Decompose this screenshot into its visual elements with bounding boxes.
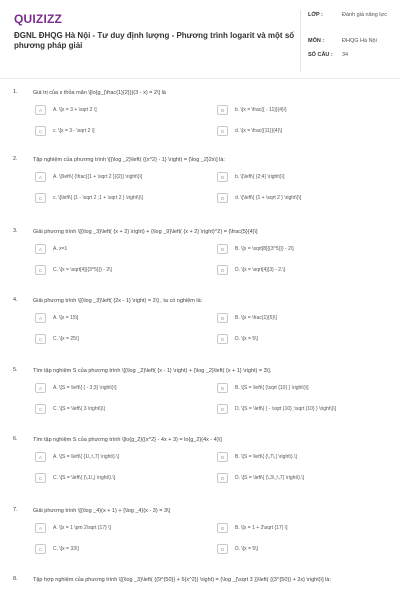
meta-key: SỐ CÂU : — [308, 52, 333, 58]
option-text: d. \[x = \frac{{11}}{4}\] — [235, 128, 283, 134]
option-a[interactable] — [35, 451, 119, 463]
option-text: C. \[x = \sqrt[4]{{3^5}}} - 2\] — [53, 267, 112, 273]
option-c[interactable] — [35, 125, 95, 137]
option-c[interactable] — [35, 192, 143, 204]
option-letter-box: B — [217, 452, 228, 462]
option-text: D. \[x = 5\] — [235, 546, 258, 552]
option-a[interactable] — [35, 382, 117, 394]
option-text: C. \[S = \left\{ {\,1\,} \right\}.\] — [53, 475, 116, 481]
option-letter-box: D — [217, 193, 228, 203]
option-letter-box: C — [35, 126, 46, 136]
meta-row-count — [308, 52, 394, 62]
option-letter-box: B — [217, 383, 228, 393]
option-a[interactable] — [35, 243, 67, 255]
question-text: Tìm tập nghiệm S của phương trình \[{\log _2}\left( {x - 1} \right) + {\log _2}\left( {x + 1} \right) = 3\]. — [33, 368, 272, 374]
meta-value: ĐHQG Hà Nội — [342, 38, 377, 44]
option-b[interactable] — [217, 522, 288, 534]
option-text: A. \[S = \left\{ { - 3;3} \right\}\] — [53, 385, 117, 391]
option-d[interactable] — [217, 192, 301, 204]
worksheet-meta — [308, 12, 394, 62]
option-letter-box: D — [217, 544, 228, 554]
option-letter-box: C — [35, 193, 46, 203]
option-letter-box: D — [217, 473, 228, 483]
option-letter-box: C — [35, 544, 46, 554]
option-text: B. \[x = 1 + 2\sqrt {17} \] — [235, 525, 288, 531]
meta-value: 34 — [342, 52, 349, 58]
option-a[interactable] — [35, 312, 78, 324]
option-letter-box: C — [35, 473, 46, 483]
option-b[interactable] — [217, 104, 286, 116]
option-d[interactable] — [217, 403, 336, 415]
option-text: A. \[S = \left\{ {1\,;\,7} \right\}.\] — [53, 454, 120, 460]
meta-row-class — [308, 12, 394, 38]
option-letter-box: C — [35, 404, 46, 414]
question-number: 8. — [13, 576, 18, 582]
option-letter-box: B — [217, 523, 228, 533]
option-letter-box: D — [217, 404, 228, 414]
header-divider — [0, 78, 400, 79]
option-b[interactable] — [217, 171, 284, 183]
option-c[interactable] — [35, 333, 79, 345]
question-text: Tập hợp nghiệm của phương trình \[{\log _3}\left( {{9^{50}} + 6{x^2}} \right) = {\log _{\sqrt 3 }}\left( {{3^{50}} + 2x} \right)\] là: — [33, 577, 331, 583]
option-letter-box: A — [35, 313, 46, 323]
option-text: A. x=1 — [53, 246, 68, 252]
option-letter-box: A — [35, 172, 46, 182]
question-text: Giải phương trình \[{\log _4}(x + 1) + {\log _4}(x - 3) = 3\] — [33, 508, 171, 514]
option-text: D. \[x = 5\] — [235, 336, 258, 342]
option-d[interactable] — [217, 125, 282, 137]
option-text: C. \[x = 25\] — [53, 336, 79, 342]
option-d[interactable] — [217, 333, 258, 345]
option-text: d. \[\left\{ {1 + \sqrt 2 } \right\}\] — [235, 195, 302, 201]
meta-divider — [300, 10, 301, 72]
option-c[interactable] — [35, 472, 115, 484]
meta-row-subject — [308, 38, 394, 52]
question-number: 6. — [13, 436, 18, 442]
option-text: B. \[S = \left\{ {\,7\,} \right\}.\] — [235, 454, 297, 460]
option-text: B. \[x = \frac{1}{5}\] — [235, 315, 277, 321]
option-letter-box: A — [35, 244, 46, 254]
question-number: 1. — [13, 89, 18, 95]
option-text: A. \[x = 3 + \sqrt 2 \] — [53, 107, 97, 113]
option-letter-box: A — [35, 383, 46, 393]
meta-key: MÔN : — [308, 38, 325, 44]
option-text: c. \[\left\{ {1 - \sqrt 2 ;1 + \sqrt 2 } \right\}\] — [53, 195, 143, 201]
option-c[interactable] — [35, 543, 79, 555]
option-text: D. \[S = \left\{ {\,3\,;\,7} \right\}.\] — [235, 475, 305, 481]
option-d[interactable] — [217, 264, 285, 276]
option-a[interactable] — [35, 522, 111, 534]
option-a[interactable] — [35, 104, 97, 116]
option-letter-box: D — [217, 265, 228, 275]
option-letter-box: D — [217, 334, 228, 344]
option-letter-box: A — [35, 523, 46, 533]
question-text: Giá trị của x thỏa mãn \[lo{g_{\frac{1}{2}}}(3 - x) = 2\] là — [33, 90, 166, 96]
option-b[interactable] — [217, 312, 277, 324]
option-letter-box: C — [35, 265, 46, 275]
question-number: 4. — [13, 297, 18, 303]
question-text: Giải phương trình \[{\log _3}\left( {x + 2} \right) + {\log _9}\left( {x + 2} \right)^2} = {\frac{5}{4}\] — [33, 229, 258, 235]
option-b[interactable] — [217, 382, 309, 394]
option-letter-box: D — [217, 126, 228, 136]
question-number: 7. — [13, 507, 18, 513]
option-text: B. \[x = \sqrt[8]{{3^5}}} - 2\] — [235, 246, 294, 252]
option-c[interactable] — [35, 264, 112, 276]
option-b[interactable] — [217, 451, 297, 463]
question-number: 2. — [13, 156, 18, 162]
option-a[interactable] — [35, 171, 142, 183]
option-b[interactable] — [217, 243, 294, 255]
option-text: D. \[x = \sqrt[4]{3} - 2.\] — [235, 267, 286, 273]
question-number: 5. — [13, 367, 18, 373]
meta-value: Đánh giá năng lực — [342, 12, 387, 18]
option-c[interactable] — [35, 403, 105, 415]
option-text: A. \[x = 1 \pm 2\sqrt {17} \] — [53, 525, 111, 531]
option-letter-box: A — [35, 452, 46, 462]
worksheet-title: ĐGNL ĐHQG Hà Nội - Tư duy định lượng - Phương trình logarit và một số phương pháp giải — [14, 31, 295, 50]
option-letter-box: B — [217, 105, 228, 115]
meta-key: LỚP : — [308, 12, 323, 18]
option-text: B. \[S = \left\{ {\sqrt {10} } \right\}\] — [235, 385, 309, 391]
question-text: Tìm tập nghiệm S của phương trình \[lo{g_2}({x^2} - 4x + 3) = lo{g_2}(4x - 4)\] — [33, 437, 222, 443]
question-number: 3. — [13, 228, 18, 234]
option-letter-box: C — [35, 334, 46, 344]
option-text: b. \[\left\{ {2;4} \right\}\] — [235, 174, 285, 180]
option-text: A. \[\left\{ {\frac{{1 + \sqrt 2 }}{2}} \right\}\] — [53, 174, 143, 180]
quizizz-logo: QUIZIZZ — [14, 12, 63, 26]
worksheet-header — [0, 0, 400, 78]
option-letter-box: B — [217, 172, 228, 182]
option-letter-box: B — [217, 313, 228, 323]
option-text: C. \[x = 33\] — [53, 546, 79, 552]
option-d[interactable] — [217, 543, 258, 555]
option-letter-box: B — [217, 244, 228, 254]
option-text: A. \[x = 15\] — [53, 315, 79, 321]
question-text: Tập nghiệm của phương trình \[{\log _2}\left( {{x^2} - 1} \right) = {\log _2}2x\] là: — [33, 157, 225, 163]
question-text: Giải phương trình \[{\log _3}\left( {2x - 1} \right) = 2\] , ta có nghiệm là: — [33, 298, 203, 304]
option-text: c. \[x = 3 - \sqrt 2 \] — [53, 128, 95, 134]
option-letter-box: A — [35, 105, 46, 115]
option-d[interactable] — [217, 472, 304, 484]
option-text: b. \[x = \frac{{ - 11}}{4}\] — [235, 107, 287, 113]
option-text: C. \[S = \left\{ 3 \right\}\] — [53, 406, 105, 412]
option-text: D. \[S = \left\{ { - \sqrt {10} ;\sqrt {10} } \right\}\] — [235, 406, 337, 412]
